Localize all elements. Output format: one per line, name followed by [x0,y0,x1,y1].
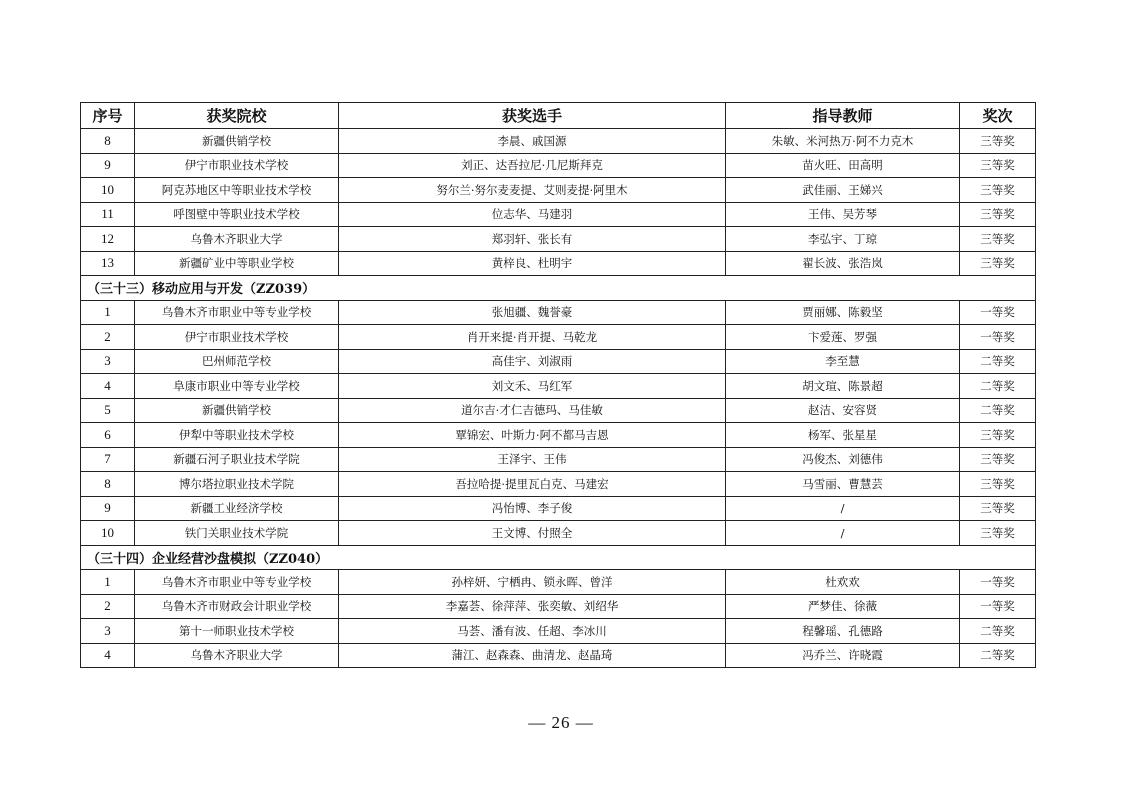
table-row [81,472,1036,497]
cell-index: 9 [81,496,135,521]
cell-award: 三等奖 [960,496,1036,521]
cell-instructors: 冯乔兰、许晓霞 [726,643,960,668]
cell-award: 三等奖 [960,153,1036,178]
cell-school: 伊宁市职业技术学校 [135,325,339,350]
cell-award: 二等奖 [960,619,1036,644]
cell-award: 三等奖 [960,227,1036,252]
cell-contestants: 马荟、潘有波、任超、李冰川 [339,619,726,644]
table-row [81,178,1036,203]
cell-contestants: 吾拉哈提·提里瓦白克、马建宏 [339,472,726,497]
cell-school: 阿克苏地区中等职业技术学校 [135,178,339,203]
cell-contestants: 刘文禾、马红军 [339,374,726,399]
cell-index: 2 [81,325,135,350]
cell-contestants: 努尔兰·努尔麦麦提、艾则麦提·阿里木 [339,178,726,203]
header-index: 序号 [81,103,135,129]
table-row [81,129,1036,154]
cell-contestants: 李晨、戚国源 [339,129,726,154]
table-row [81,374,1036,399]
cell-award: 三等奖 [960,447,1036,472]
cell-award: 三等奖 [960,202,1036,227]
cell-school: 新疆工业经济学校 [135,496,339,521]
cell-school: 伊犁中等职业技术学校 [135,423,339,448]
table-row [81,594,1036,619]
cell-school: 新疆供销学校 [135,129,339,154]
cell-index: 2 [81,594,135,619]
cell-instructors: 杨军、张星星 [726,423,960,448]
header-award: 奖次 [960,103,1036,129]
table-body [81,129,1036,668]
cell-contestants: 冯怡博、李子俊 [339,496,726,521]
cell-contestants: 肖开来提·肖开提、马乾龙 [339,325,726,350]
cell-school: 伊宁市职业技术学校 [135,153,339,178]
cell-instructors: 王伟、吴芳琴 [726,202,960,227]
cell-school: 乌鲁木齐职业大学 [135,227,339,252]
cell-instructors: 赵洁、安容贤 [726,398,960,423]
cell-index: 10 [81,521,135,546]
cell-index: 1 [81,570,135,595]
cell-school: 新疆供销学校 [135,398,339,423]
cell-award: 二等奖 [960,374,1036,399]
cell-instructors: 冯俊杰、刘德伟 [726,447,960,472]
cell-index: 7 [81,447,135,472]
table-row [81,521,1036,546]
table-row [81,349,1036,374]
table-row [81,251,1036,276]
cell-index: 10 [81,178,135,203]
cell-instructors: 严梦佳、徐薇 [726,594,960,619]
table-row [81,325,1036,350]
cell-instructors: 朱敏、米河热万·阿不力克木 [726,129,960,154]
cell-award: 三等奖 [960,423,1036,448]
header-school: 获奖院校 [135,103,339,129]
cell-index: 6 [81,423,135,448]
cell-index: 13 [81,251,135,276]
cell-award: 三等奖 [960,521,1036,546]
cell-instructors: 李弘宇、丁琼 [726,227,960,252]
cell-award: 一等奖 [960,300,1036,325]
cell-contestants: 郑羽轩、张长有 [339,227,726,252]
cell-award: 三等奖 [960,178,1036,203]
cell-award: 三等奖 [960,129,1036,154]
cell-index: 8 [81,472,135,497]
cell-index: 4 [81,374,135,399]
cell-contestants: 刘正、达吾拉尼·几尼斯拜克 [339,153,726,178]
cell-award: 一等奖 [960,570,1036,595]
cell-index: 3 [81,349,135,374]
table-row [81,300,1036,325]
cell-instructors: / [726,496,960,521]
table-row [81,398,1036,423]
cell-index: 1 [81,300,135,325]
cell-index: 5 [81,398,135,423]
cell-school: 巴州师范学校 [135,349,339,374]
table-row [81,447,1036,472]
cell-contestants: 孙梓妍、宁栖冉、锁永晖、曾洋 [339,570,726,595]
award-table [80,102,1036,668]
cell-instructors: 李至慧 [726,349,960,374]
cell-index: 9 [81,153,135,178]
header-instructors: 指导教师 [726,103,960,129]
cell-award: 二等奖 [960,643,1036,668]
page-number: — 26 — [528,713,594,732]
cell-instructors: 胡文瑄、陈景超 [726,374,960,399]
section-title: （三十四）企业经营沙盘模拟（ZZ040） [81,545,1036,570]
cell-instructors: 苗火旺、田高明 [726,153,960,178]
cell-index: 4 [81,643,135,668]
cell-school: 博尔塔拉职业技术学院 [135,472,339,497]
cell-school: 第十一师职业技术学校 [135,619,339,644]
cell-school: 乌鲁木齐市职业中等专业学校 [135,570,339,595]
cell-contestants: 张旭疆、魏誉豪 [339,300,726,325]
cell-school: 阜康市职业中等专业学校 [135,374,339,399]
table-row [81,619,1036,644]
section-title-row [81,545,1036,570]
cell-contestants: 王文博、付照全 [339,521,726,546]
cell-index: 8 [81,129,135,154]
cell-school: 新疆石河子职业技术学院 [135,447,339,472]
table-row [81,496,1036,521]
cell-index: 12 [81,227,135,252]
cell-school: 乌鲁木齐市职业中等专业学校 [135,300,339,325]
section-title: （三十三）移动应用与开发（ZZ039） [81,276,1036,301]
cell-instructors: 武佳丽、王娣兴 [726,178,960,203]
table-row [81,153,1036,178]
cell-instructors: 马雪丽、曹慧芸 [726,472,960,497]
cell-school: 乌鲁木齐市财政会计职业学校 [135,594,339,619]
cell-index: 3 [81,619,135,644]
table-row [81,643,1036,668]
cell-award: 三等奖 [960,251,1036,276]
cell-award: 一等奖 [960,594,1036,619]
table-header-row [81,103,1036,129]
table-row [81,227,1036,252]
cell-instructors: 卞爱莲、罗强 [726,325,960,350]
cell-contestants: 覃锦宏、叶斯力·阿不都马吉恩 [339,423,726,448]
cell-instructors: 翟长波、张浩岚 [726,251,960,276]
table-row [81,423,1036,448]
cell-award: 二等奖 [960,349,1036,374]
cell-contestants: 李嘉荟、徐萍萍、张奕敏、刘绍华 [339,594,726,619]
cell-instructors: 程馨瑶、孔德路 [726,619,960,644]
cell-instructors: 杜欢欢 [726,570,960,595]
cell-contestants: 道尔吉·才仁吉德玛、马佳敏 [339,398,726,423]
section-title-row [81,276,1036,301]
cell-instructors: 贾丽娜、陈毅坚 [726,300,960,325]
cell-school: 呼图壁中等职业技术学校 [135,202,339,227]
cell-contestants: 蒲江、赵森森、曲清龙、赵晶琦 [339,643,726,668]
table-row [81,202,1036,227]
cell-instructors: / [726,521,960,546]
cell-index: 11 [81,202,135,227]
cell-school: 铁门关职业技术学院 [135,521,339,546]
cell-award: 二等奖 [960,398,1036,423]
cell-award: 一等奖 [960,325,1036,350]
header-contestants: 获奖选手 [339,103,726,129]
cell-school: 新疆矿业中等职业学校 [135,251,339,276]
cell-contestants: 位志华、马建羽 [339,202,726,227]
cell-contestants: 黄梓良、杜明宇 [339,251,726,276]
cell-award: 三等奖 [960,472,1036,497]
cell-contestants: 高佳宇、刘淑雨 [339,349,726,374]
cell-contestants: 王泽宇、王伟 [339,447,726,472]
table-row [81,570,1036,595]
cell-school: 乌鲁木齐职业大学 [135,643,339,668]
